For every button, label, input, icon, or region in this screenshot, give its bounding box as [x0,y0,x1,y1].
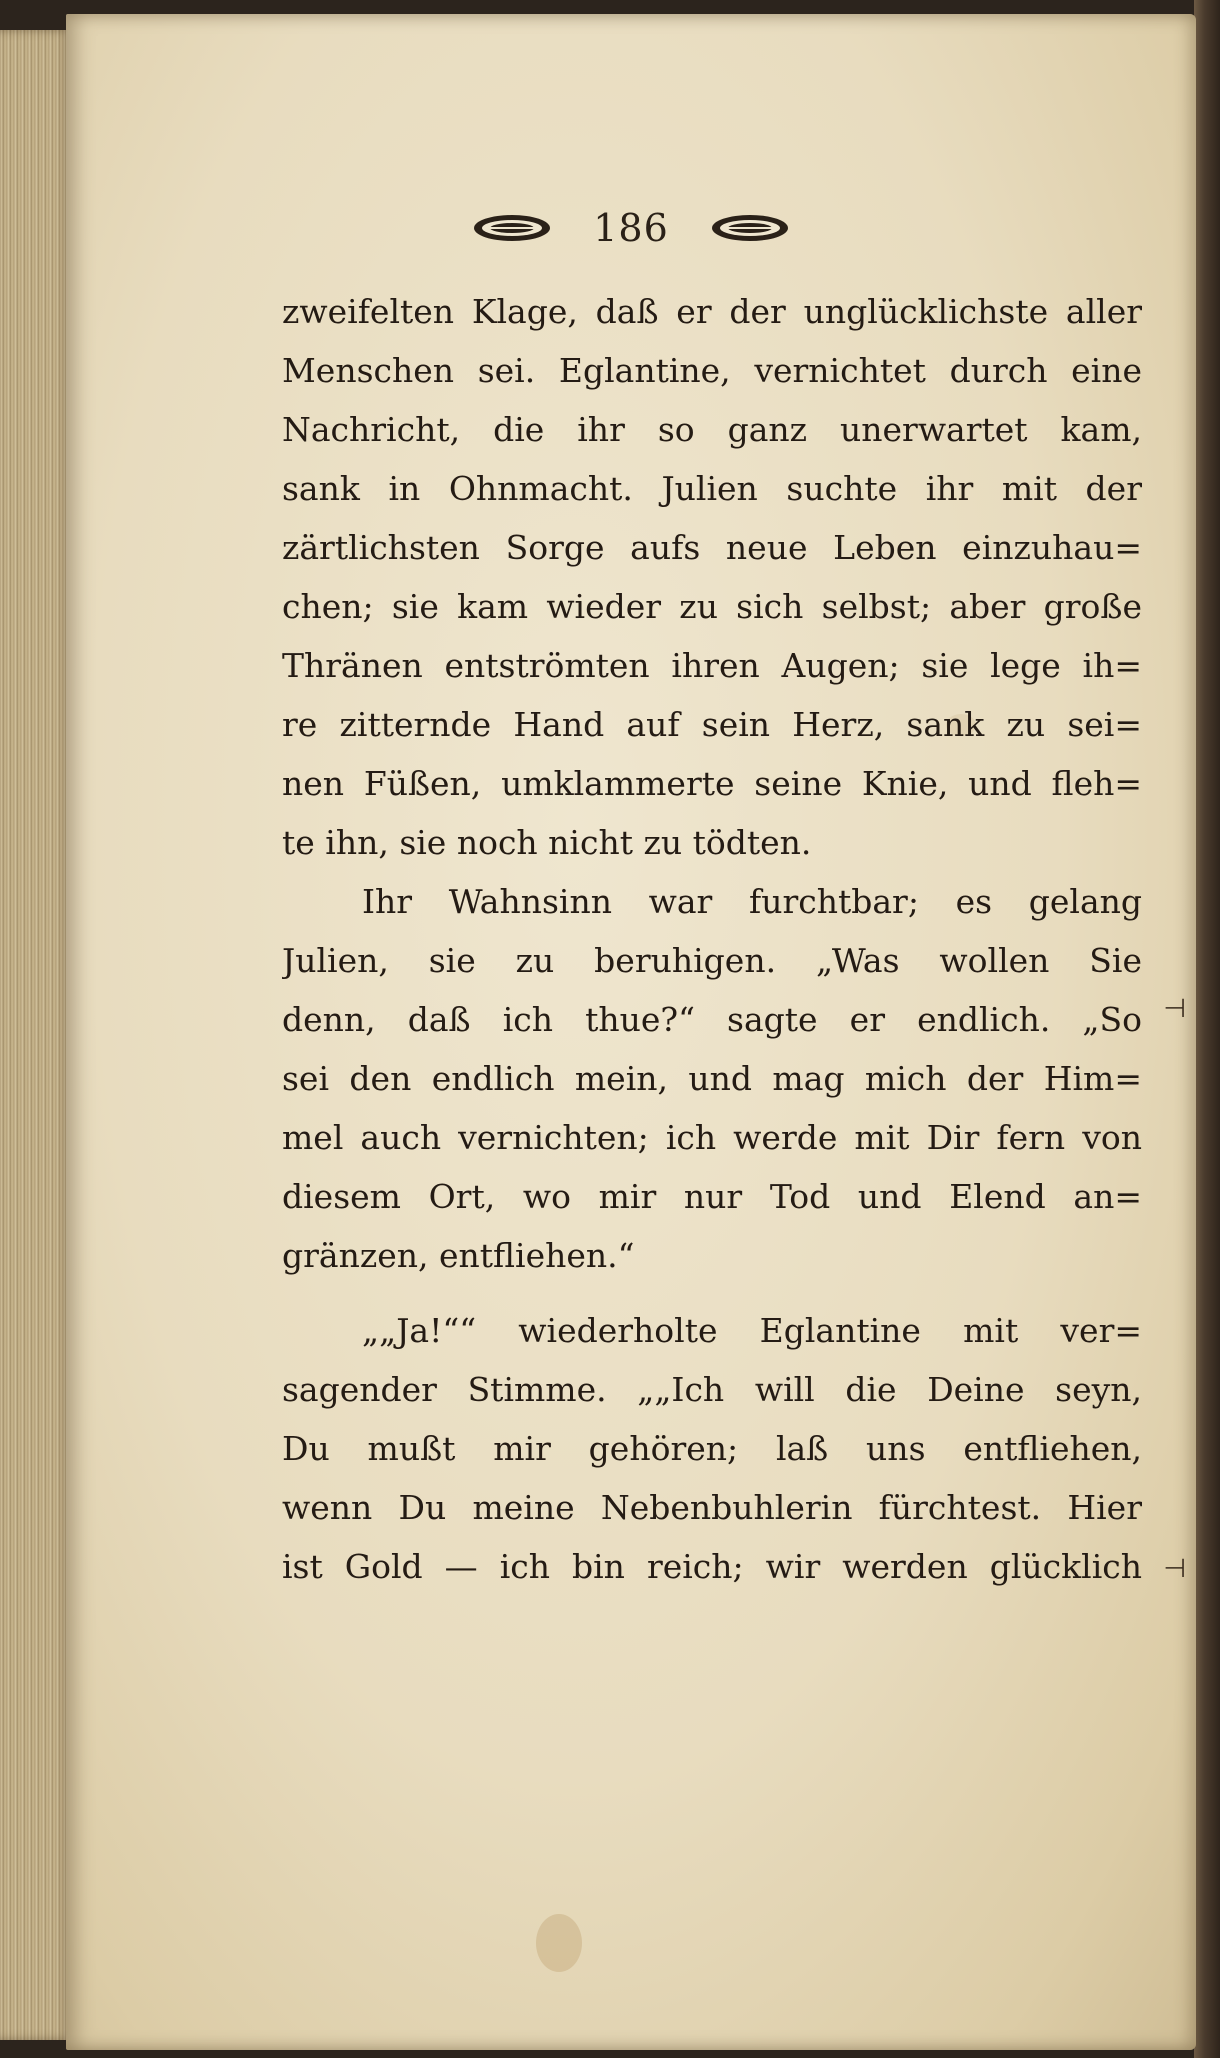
text-line: chen; sie kam wieder zu sich selbst; aber große [282,587,1142,626]
paragraph-gap [282,1285,1142,1301]
book-page [66,14,1196,2050]
text-line: zweifelten Klage, daß er der unglücklichste aller [282,292,1142,331]
text-line: wenn Du meine Nebenbuhlerin fürchtest. Hier [282,1488,1142,1527]
text-line: „„Ja!““ wiederholte Eglantine mit ver= [362,1311,1142,1350]
text-line: mel auch vernichten; ich werde mit Dir fern von [282,1118,1142,1157]
paper-stain [536,1914,582,1972]
paragraph-1 [282,282,1142,872]
text-line: Ihr Wahnsinn war furchtbar; es gelang [362,882,1142,921]
text-line: sank in Ohnmacht. Julien suchte ihr mit der [282,469,1142,508]
text-line: zärtlichsten Sorge aufs neue Leben einzuhau= [282,528,1142,567]
text-line: te ihn, sie noch nicht zu tödten. [282,823,812,862]
left-ornament-icon [471,211,553,245]
text-line: diesem Ort, wo mir nur Tod und Elend an= [282,1177,1142,1216]
text-line: Nachricht, die ihr so ganz unerwartet kam, [282,410,1142,449]
text-line: Menschen sei. Eglantine, vernichtet durch eine [282,351,1142,390]
text-line: gränzen, entfliehen.“ [282,1236,635,1275]
edge-mark-icon: ⊣ [1163,1554,1186,1584]
text-line: re zitternde Hand auf sein Herz, sank zu sei= [282,705,1142,744]
text-line: ist Gold — ich bin reich; wir werden glücklich [282,1547,1142,1586]
page-edges [0,30,72,2040]
text-line: sei den endlich mein, und mag mich der Him= [282,1059,1142,1098]
paragraph-3 [282,1301,1142,1596]
text-line: Thränen entströmten ihren Augen; sie lege ih= [282,646,1142,685]
page-number: 186 [593,206,669,250]
right-ornament-icon [709,211,791,245]
text-line: nen Füßen, umklammerte seine Knie, und fleh= [282,764,1142,803]
text-line: sagender Stimme. „„Ich will die Deine seyn, [282,1370,1142,1409]
book-binding [1194,0,1220,2058]
page-header [66,206,1196,250]
page-body [282,282,1142,1596]
text-line: denn, daß ich thue?“ sagte er endlich. „So [282,1000,1142,1039]
text-line: Du mußt mir gehören; laß uns entfliehen, [282,1429,1142,1468]
edge-mark-icon: ⊣ [1163,994,1186,1024]
paragraph-2 [282,872,1142,1285]
text-line: Julien, sie zu beruhigen. „Was wollen Sie [282,941,1142,980]
